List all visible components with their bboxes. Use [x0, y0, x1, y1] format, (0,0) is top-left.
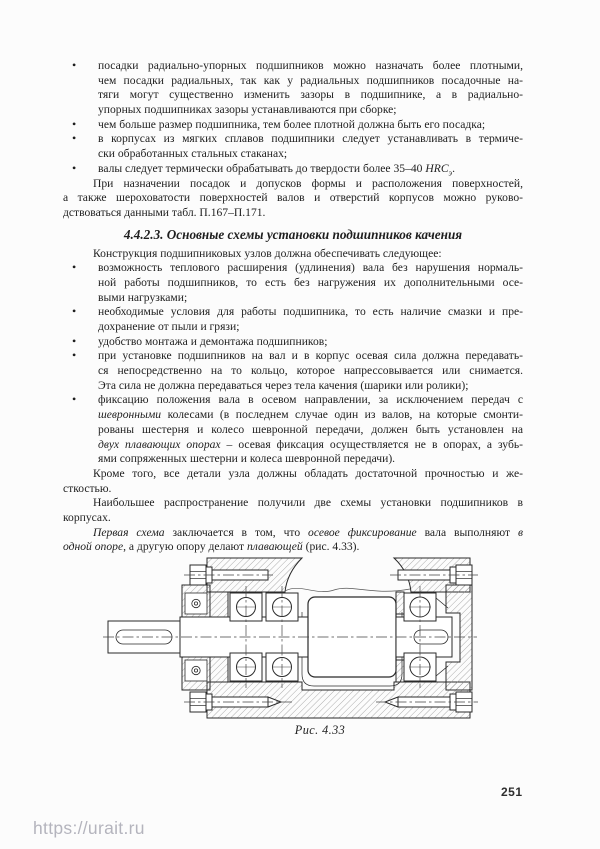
text-line: необходимые условия для работы подшипника, то есть наличие смазки и пре-	[98, 305, 523, 319]
page-number: 251	[501, 785, 523, 799]
text-line: одной опоре, а другую опору делают плавающей (рис. 4.33).	[63, 540, 360, 554]
text-line: валы следует термически обрабатывать до твердости более 35–40 $HRC_э$.	[98, 161, 455, 177]
text-line: рованы шестерня и колесо шевронной передачи, должен быть установлен на	[98, 422, 523, 436]
text-line: При назначении посадок и допусков формы и расположения поверхностей,	[93, 176, 523, 190]
bullet-item	[63, 349, 523, 393]
text-line: 4.4.2.3. Основные схемы установки подшипников качения	[123, 226, 463, 242]
paragraph	[63, 496, 523, 525]
bullet-item	[63, 261, 523, 305]
text-line: сткостью.	[63, 481, 112, 495]
bullet-marker: •	[72, 392, 77, 407]
text-line: возможность теплового расширения (удлинения) вала без нарушения нормаль-	[98, 261, 523, 275]
text-line: в корпусах из мягких сплавов подшипники следует устанавливать в термиче-	[98, 132, 523, 146]
text-line: дохранение от пыли и грязи;	[98, 320, 240, 333]
paragraph	[63, 177, 523, 221]
bullet-marker: •	[72, 116, 77, 131]
text-line: тяги могут существенно изменить зазоры в подшипнике, а в радиально-	[98, 88, 523, 102]
bullet-marker: •	[72, 348, 77, 363]
text-line: при установке подшипников на вал и в корпус осевая сила должна передавать-	[98, 349, 523, 363]
watermark-url: https://urait.ru	[33, 818, 145, 838]
text-line: Кроме того, все детали узла должны обладать достаточной прочностью и же-	[93, 466, 523, 480]
text-line: фиксацию положения вала в осевом направлении, за исключением передач с	[98, 393, 523, 407]
paragraph	[63, 247, 523, 262]
text-line: удобство монтажа и демонтажа подшипников;	[98, 334, 328, 348]
text-line: чем больше размер подшипника, тем более плотной должна быть его посадка;	[98, 117, 486, 131]
text-line: а также шероховатости поверхностей валов и отверстий корпусов можно руково-	[63, 191, 523, 205]
bullet-item	[63, 59, 523, 118]
bullet-marker: •	[72, 131, 77, 146]
text-line: выми нагрузками;	[98, 290, 188, 304]
text-line: чем посадки радиальных, так как у радиальных подшипников посадочные на-	[98, 73, 523, 87]
figure-4-33	[100, 552, 480, 722]
bullet-item	[63, 335, 523, 350]
text-line: шевронными колесами (в последнем случае один из валов, на которые смонти-	[98, 408, 523, 422]
text-line: Первая схема заключается в том, что осевое фиксирование вала выполняют в	[93, 525, 523, 539]
paragraph	[63, 467, 523, 496]
text-line: ски обработанных стальных стаканах;	[98, 147, 288, 161]
text-line: ями сопряженных шестерни и колеса шевронной передачи).	[98, 452, 396, 466]
bullet-item	[63, 305, 523, 334]
text-line: двух плавающих опорах – осевая фиксация осуществляется не в опорах, а зубь-	[98, 437, 523, 451]
text-line: посадки радиально-упорных подшипников можно назначать более плотными,	[98, 59, 523, 72]
text-line: ся непосредственно на то кольцо, которое напрессовывается или снимается.	[98, 364, 523, 378]
bearing-assembly-drawing	[100, 552, 480, 722]
bullet-marker: •	[72, 260, 77, 275]
bullet-marker: •	[72, 160, 77, 175]
figure-caption: Рис. 4.33	[294, 723, 346, 737]
bullet-marker: •	[72, 58, 77, 72]
text-line: упорных подшипниках зазоры устанавливаются при сборке;	[98, 103, 397, 117]
bullet-item	[63, 393, 523, 466]
bullet-item	[63, 132, 523, 161]
text-block	[63, 59, 523, 555]
paragraph	[63, 526, 523, 555]
text-line: Наибольшее распространение получили две схемы установки подшипников в	[93, 496, 523, 510]
text-line: корпусах.	[63, 510, 111, 524]
section-heading	[63, 227, 523, 243]
text-line: дствоваться данными табл. П.167–П.171.	[63, 205, 266, 219]
bullet-item	[63, 118, 523, 133]
text-line: Эта сила не должна передаваться через тела качения (шарики или ролики);	[98, 378, 469, 392]
text-line: ной работы подшипников, то есть без нагружения их дополнительными осе-	[98, 275, 523, 289]
bullet-item	[63, 162, 523, 177]
bullet-marker: •	[72, 304, 77, 319]
bullet-marker: •	[72, 333, 77, 348]
text-line: Конструкция подшипниковых узлов должна обеспечивать следующее:	[93, 246, 442, 260]
